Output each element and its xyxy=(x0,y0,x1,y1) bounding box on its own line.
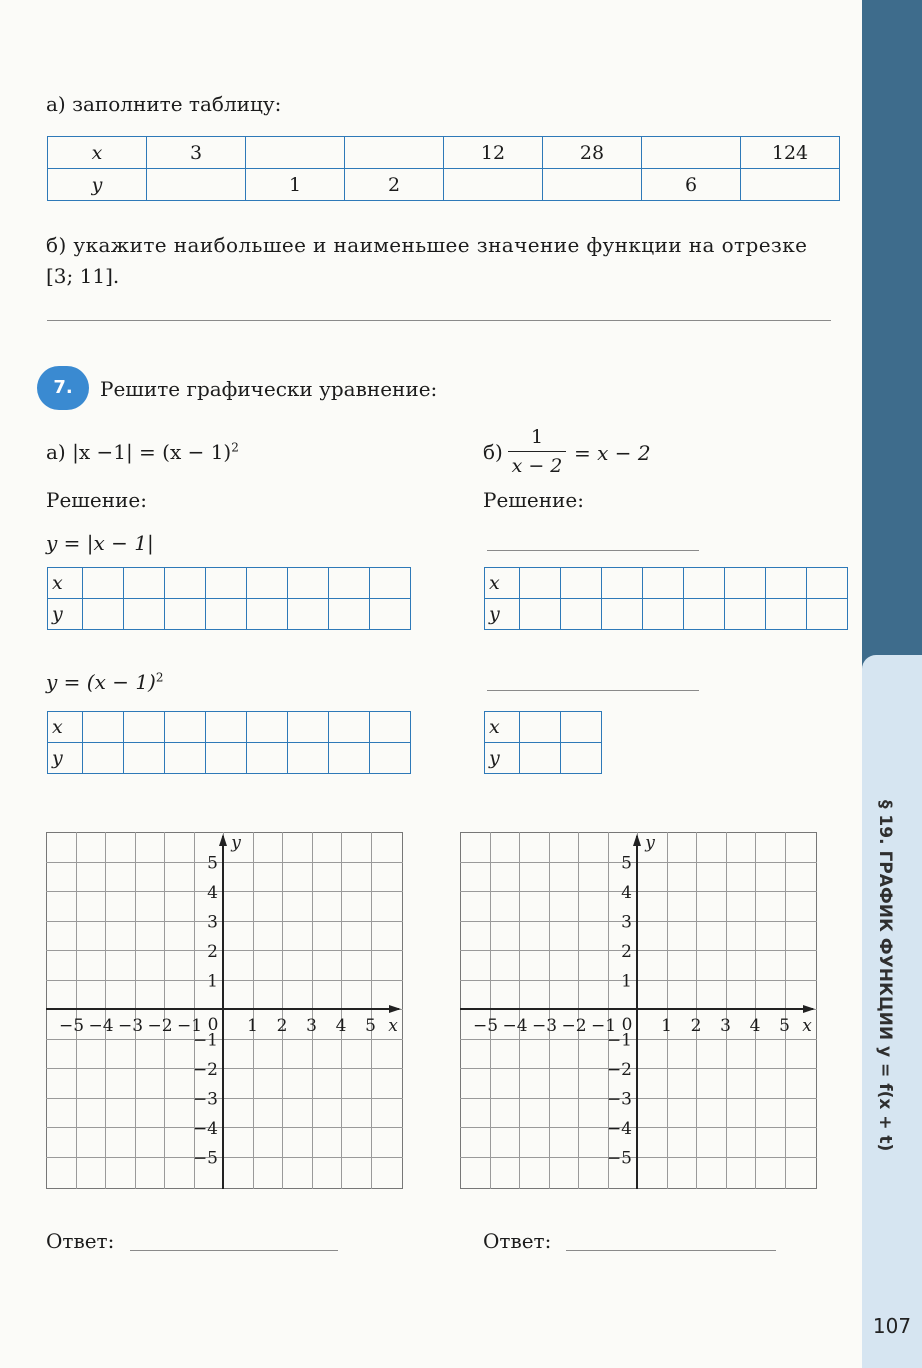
values-table xyxy=(47,136,840,201)
table-cell[interactable] xyxy=(288,599,329,630)
answer-blank-b[interactable] xyxy=(566,1250,776,1251)
function-1-label: y = |x − 1| xyxy=(46,531,154,555)
fraction-denominator: x − 2 xyxy=(511,455,563,477)
table-cell[interactable] xyxy=(246,137,345,169)
y-tick-label: 2 xyxy=(621,942,632,962)
x-tick-label: −1 xyxy=(176,1016,203,1036)
table-cell[interactable] xyxy=(206,599,247,630)
table-cell[interactable] xyxy=(444,169,543,201)
table-cell[interactable]: y xyxy=(48,169,147,201)
row-y-label: y xyxy=(48,599,83,630)
table-cell[interactable] xyxy=(520,712,561,743)
function-2-label xyxy=(46,670,164,694)
table-row xyxy=(48,743,411,774)
table-cell[interactable] xyxy=(807,568,848,599)
row-x-label: x xyxy=(48,568,83,599)
table-cell[interactable] xyxy=(83,743,124,774)
answer-line[interactable] xyxy=(47,320,831,321)
table-cell[interactable]: 12 xyxy=(444,137,543,169)
table-cell[interactable] xyxy=(247,568,288,599)
solution-label-b: Решение: xyxy=(483,488,584,512)
y-tick-label: 4 xyxy=(207,883,218,903)
table-cell[interactable] xyxy=(124,712,165,743)
table-cell[interactable] xyxy=(206,712,247,743)
y-tick-label: −2 xyxy=(606,1060,632,1080)
table-cell[interactable] xyxy=(766,568,807,599)
y-tick-label: 5 xyxy=(621,853,632,874)
equation-a-text: а) |x −1| = (x − 1) xyxy=(46,440,232,464)
table-cell[interactable] xyxy=(165,568,206,599)
equation-b-rhs: = x − 2 xyxy=(574,441,651,465)
table-cell[interactable] xyxy=(124,568,165,599)
x-tick-label: −3 xyxy=(117,1016,144,1036)
table-cell[interactable] xyxy=(83,712,124,743)
table-cell[interactable] xyxy=(741,169,840,201)
table-row xyxy=(48,599,411,630)
x-tick-label: 3 xyxy=(306,1016,317,1036)
equation-b-label: б) xyxy=(483,440,503,464)
table-a1 xyxy=(47,567,411,630)
row-x-label: x xyxy=(485,568,520,599)
table-cell[interactable] xyxy=(288,712,329,743)
grid-border xyxy=(47,833,403,1189)
table-cell[interactable] xyxy=(165,712,206,743)
table-cell[interactable] xyxy=(345,137,444,169)
table-cell[interactable] xyxy=(83,599,124,630)
x-tick-label: 1 xyxy=(247,1016,258,1036)
row-y-label: y xyxy=(485,599,520,630)
table-row xyxy=(48,137,840,169)
table-cell[interactable] xyxy=(520,743,561,774)
y-axis-arrow xyxy=(219,834,227,846)
table-cell[interactable] xyxy=(329,568,370,599)
x-axis-arrow xyxy=(803,1005,815,1013)
answer-label-b: Ответ: xyxy=(483,1229,552,1253)
x-tick-label: 1 xyxy=(661,1016,672,1036)
y-tick-label: 3 xyxy=(621,912,632,933)
table-cell[interactable]: 28 xyxy=(543,137,642,169)
table-cell[interactable] xyxy=(684,599,725,630)
x-tick-label: −5 xyxy=(58,1016,85,1036)
x-tick-label: −3 xyxy=(531,1016,558,1036)
x-axis-label: x xyxy=(802,1016,812,1036)
table-cell[interactable] xyxy=(124,743,165,774)
x-tick-label: 5 xyxy=(779,1016,790,1036)
table-cell[interactable] xyxy=(370,568,411,599)
equation-a xyxy=(46,440,239,464)
table-cell[interactable] xyxy=(602,568,643,599)
part-b-text-cont: [3; 11]. xyxy=(46,264,120,288)
table-cell[interactable] xyxy=(561,599,602,630)
x-tick-label: 2 xyxy=(276,1016,288,1036)
table-cell[interactable] xyxy=(206,743,247,774)
y-axis-label: y xyxy=(231,833,241,853)
y-tick-label: −4 xyxy=(606,1119,632,1139)
table-cell[interactable] xyxy=(124,599,165,630)
x-tick-label: 4 xyxy=(335,1016,347,1036)
table-cell[interactable] xyxy=(247,599,288,630)
part-b-text: б) укажите наибольшее и наименьшее значение функции на отрезке xyxy=(46,233,808,257)
y-tick-label: −5 xyxy=(192,1148,218,1169)
x-tick-label: −5 xyxy=(472,1016,499,1036)
x-tick-label: 2 xyxy=(690,1016,702,1036)
fraction-numerator: 1 xyxy=(530,426,544,448)
table-cell[interactable]: 1 xyxy=(246,169,345,201)
table-cell[interactable] xyxy=(643,599,684,630)
table-row xyxy=(48,568,411,599)
fraction-bar xyxy=(508,451,566,452)
y-tick-label: 1 xyxy=(621,971,632,992)
y-axis-label: y xyxy=(645,833,655,853)
table-cell[interactable] xyxy=(288,568,329,599)
table-cell[interactable] xyxy=(807,599,848,630)
table-cell[interactable] xyxy=(684,568,725,599)
sidebar-band xyxy=(862,0,922,690)
table-row xyxy=(485,599,848,630)
table-cell[interactable] xyxy=(206,568,247,599)
answer-blank-a[interactable] xyxy=(130,1250,338,1251)
table-cell[interactable] xyxy=(247,743,288,774)
y-tick-label: −2 xyxy=(192,1060,218,1080)
row-x-label: x xyxy=(485,712,520,743)
table-row xyxy=(48,712,411,743)
y-tick-label: −3 xyxy=(606,1089,632,1110)
table-cell[interactable] xyxy=(725,568,766,599)
y-tick-label: 1 xyxy=(207,971,218,992)
task-title: Решите графически уравнение: xyxy=(100,377,438,401)
table-cell[interactable] xyxy=(329,712,370,743)
part-a-intro: а) заполните таблицу: xyxy=(46,92,282,116)
origin-label: 0 xyxy=(621,1015,633,1035)
x-tick-label: 3 xyxy=(720,1016,731,1036)
table-b1 xyxy=(484,567,848,630)
table-a2 xyxy=(47,711,411,774)
table-cell[interactable] xyxy=(288,743,329,774)
table-cell[interactable] xyxy=(643,568,684,599)
x-axis-label: x xyxy=(388,1016,398,1036)
table-cell[interactable] xyxy=(561,743,602,774)
y-tick-label: 5 xyxy=(207,853,218,874)
y-tick-label: −3 xyxy=(192,1089,218,1110)
table-row xyxy=(485,712,602,743)
x-tick-label: 4 xyxy=(749,1016,761,1036)
table-row xyxy=(485,568,848,599)
table-cell[interactable]: 124 xyxy=(741,137,840,169)
table-b2 xyxy=(484,711,602,774)
table-cell[interactable] xyxy=(520,568,561,599)
table-cell[interactable] xyxy=(561,568,602,599)
row-x-label: x xyxy=(48,712,83,743)
table-cell[interactable]: 3 xyxy=(147,137,246,169)
x-tick-label: 5 xyxy=(365,1016,376,1036)
coordinate-grid-b[interactable] xyxy=(460,832,817,1189)
table-cell[interactable] xyxy=(165,743,206,774)
table-cell[interactable]: 2 xyxy=(345,169,444,201)
table-cell[interactable] xyxy=(329,599,370,630)
page-number: 107 xyxy=(872,1314,912,1338)
y-tick-label: −5 xyxy=(606,1148,632,1169)
row-y-label: y xyxy=(48,743,83,774)
table-cell[interactable] xyxy=(165,599,206,630)
x-axis-arrow xyxy=(389,1005,401,1013)
table-cell[interactable] xyxy=(520,599,561,630)
x-tick-label: −4 xyxy=(88,1016,114,1036)
function-blank-1[interactable] xyxy=(487,550,699,551)
y-tick-label: −1 xyxy=(606,1030,632,1051)
y-tick-label: −1 xyxy=(192,1030,218,1051)
equation-a-exp: 2 xyxy=(231,440,239,455)
table-cell[interactable] xyxy=(725,599,766,630)
table-cell[interactable] xyxy=(83,568,124,599)
table-cell[interactable]: 6 xyxy=(642,169,741,201)
table-cell[interactable] xyxy=(370,599,411,630)
table-cell[interactable] xyxy=(642,137,741,169)
y-tick-label: 3 xyxy=(207,912,218,933)
task-number-badge: 7. xyxy=(37,366,89,410)
row-y-label: y xyxy=(485,743,520,774)
grid-border xyxy=(461,833,817,1189)
solution-label-a: Решение: xyxy=(46,488,147,512)
table-cell[interactable] xyxy=(561,712,602,743)
function-blank-2[interactable] xyxy=(487,690,699,691)
table-cell[interactable] xyxy=(766,599,807,630)
table-cell[interactable] xyxy=(147,169,246,201)
table-row xyxy=(48,169,840,201)
x-tick-label: −2 xyxy=(561,1016,587,1036)
table-cell[interactable] xyxy=(370,743,411,774)
function-2-exp: 2 xyxy=(155,670,164,685)
y-axis-arrow xyxy=(633,834,641,846)
table-cell[interactable] xyxy=(370,712,411,743)
function-2-text: y = (x − 1) xyxy=(46,670,156,694)
table-cell[interactable] xyxy=(602,599,643,630)
y-tick-label: 4 xyxy=(621,883,632,903)
section-title: § 19. ГРАФИК ФУНКЦИИ y = f(x + t) xyxy=(875,800,895,1152)
table-cell[interactable]: x xyxy=(48,137,147,169)
origin-label: 0 xyxy=(207,1015,219,1035)
table-cell[interactable] xyxy=(329,743,370,774)
table-row xyxy=(485,743,602,774)
x-tick-label: −1 xyxy=(590,1016,617,1036)
y-tick-label: 2 xyxy=(207,942,218,962)
table-cell[interactable] xyxy=(247,712,288,743)
table-cell[interactable] xyxy=(543,169,642,201)
answer-label-a: Ответ: xyxy=(46,1229,115,1253)
x-tick-label: −4 xyxy=(502,1016,528,1036)
y-tick-label: −4 xyxy=(192,1119,218,1139)
x-tick-label: −2 xyxy=(147,1016,173,1036)
coordinate-grid-a[interactable] xyxy=(46,832,403,1189)
